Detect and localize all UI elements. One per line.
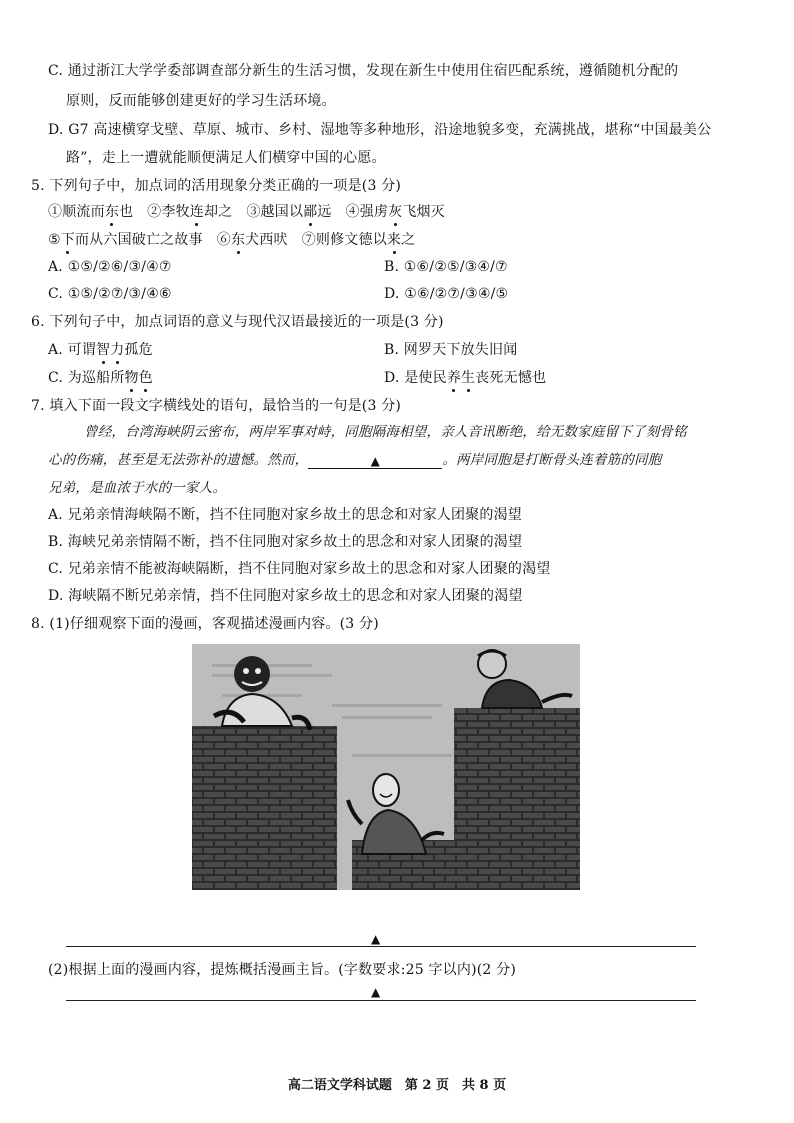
comic-illustration	[192, 644, 580, 890]
option-c-line1: C. 通过浙江大学学委部调查部分新生的生活习惯，发现在新生中使用住宿匹配系统，遵循随机分配的	[48, 63, 679, 79]
blank-triangle-icon: ▲	[370, 454, 381, 468]
q5-sentences-row1: ①顺流而东也 ②李牧连却之 ③越国以鄙远 ④强虏灰飞烟灭	[48, 204, 445, 220]
q6-option-a: A. 可谓智力孤危	[48, 342, 153, 358]
right-brick-wall	[454, 708, 580, 890]
option-c-line2: 原则，反而能够创建更好的学习生活环境。	[66, 93, 336, 109]
q5-option-c: C. ①⑤/②⑦/③/④⑥	[48, 286, 172, 302]
q6-option-b: B. 网罗天下放失旧闻	[384, 342, 518, 358]
q7-option-d: D. 海峡隔不断兄弟亲情，挡不住同胞对家乡故土的思念和对家人团聚的渴望	[48, 588, 523, 604]
q7-stem: 7. 填入下面一段文字横线处的语句，最恰当的一句是(3 分)	[31, 398, 402, 414]
q5-sentences-row2: ⑤下而从六国破亡之故事 ⑥东犬西吠 ⑦则修文德以来之	[48, 232, 416, 248]
option-d-line1: D. G7 高速横穿戈壁、草原、城市、乡村、湿地等多种地形，沿途地貌多变，充满挑战，堪称“中国最美公	[48, 122, 712, 138]
q8-part2-stem: (2)根据上面的漫画内容，提炼概括漫画主旨。(字数要求:25 字以内)(2 分)	[48, 962, 517, 978]
q7-option-b: B. 海峡兄弟亲情隔不断，挡不住同胞对家乡故土的思念和对家人团聚的渴望	[48, 534, 523, 550]
q6-stem: 6. 下列句子中，加点词语的意义与现代汉语最接近的一项是(3 分)	[31, 314, 444, 330]
answer-line-part2[interactable]	[66, 1000, 696, 1001]
q5-option-d: D. ①⑥/②⑦/③④/⑤	[384, 286, 509, 302]
q5-option-b: B. ①⑥/②⑤/③④/⑦	[384, 259, 508, 275]
q7-option-a: A. 兄弟亲情海峡隔不断，挡不住同胞对家乡故土的思念和对家人团聚的渴望	[48, 507, 523, 523]
q6-option-c: C. 为巡船所物色	[48, 370, 153, 386]
q6-option-d: D. 是使民养生丧死无憾也	[384, 370, 547, 386]
q5-stem: 5. 下列句子中，加点词的活用现象分类正确的一项是(3 分)	[31, 178, 402, 194]
answer-line-part1[interactable]	[66, 946, 696, 947]
q7-answer-blank[interactable]	[308, 452, 442, 469]
q5-option-a: A. ①⑤/②⑥/③/④⑦	[48, 259, 172, 275]
q7-passage-line2: 心的伤痛，甚至是无法弥补的遗憾。然而， ▲ 。两岸同胞是打断骨头连着筋的同胞	[48, 452, 662, 468]
left-brick-wall	[192, 726, 337, 890]
q7-passage-line3: 兄弟，是血浓于水的一家人。	[48, 480, 227, 496]
page-footer: 高二语文学科试题 第 2 页 共 8 页	[287, 1078, 507, 1093]
answer-triangle-icon-1: ▲	[371, 932, 381, 946]
q7-option-c: C. 兄弟亲情不能被海峡隔断，挡不住同胞对家乡故土的思念和对家人团聚的渴望	[48, 561, 551, 577]
answer-triangle-icon-2: ▲	[371, 985, 381, 999]
option-d-line2: 路”，走上一遭就能顺便满足人们横穿中国的心愿。	[66, 150, 386, 166]
q8-part1-stem: 8. (1)仔细观察下面的漫画，客观描述漫画内容。(3 分)	[31, 616, 379, 632]
q7-passage-line1: 曾经，台湾海峡阴云密布，两岸军事对峙，同胞隔海相望，亲人音讯断绝，给无数家庭留下了刻骨铭	[84, 424, 687, 440]
